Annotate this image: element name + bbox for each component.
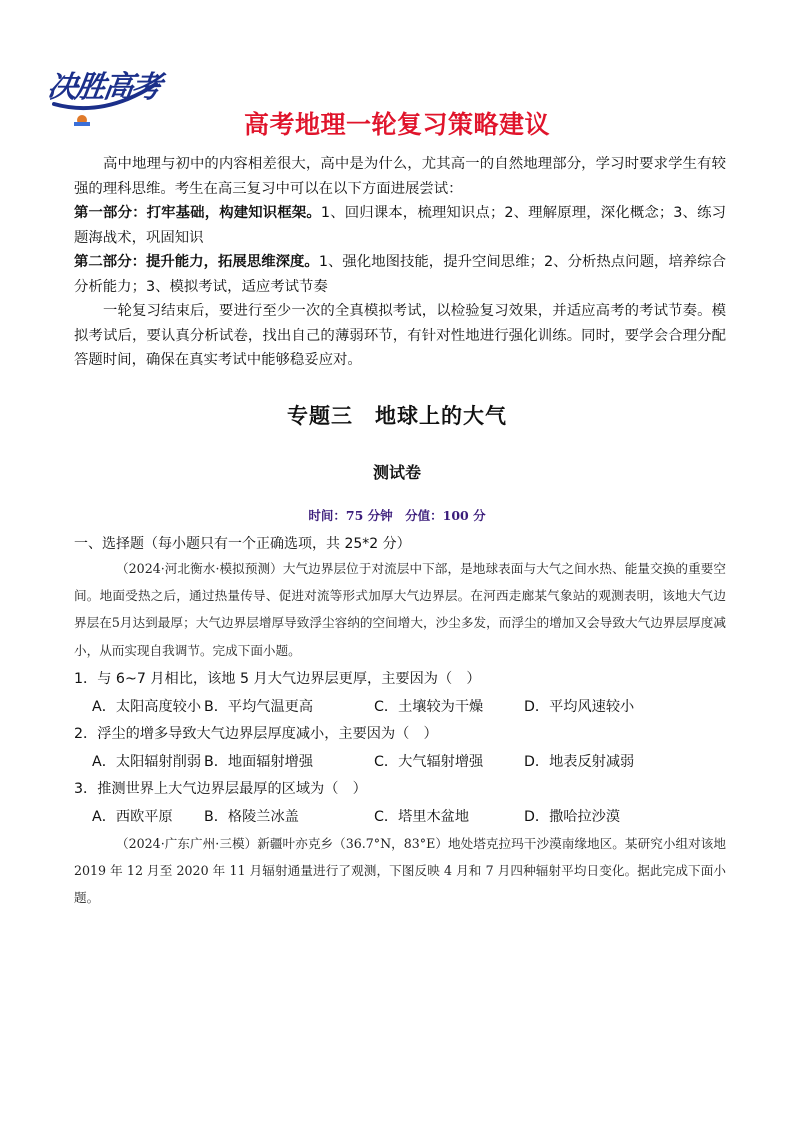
part2-paragraph	[74, 250, 726, 299]
question-1-options	[92, 696, 634, 716]
test-title: 测试卷	[372, 463, 421, 482]
option-c: C．土壤较为干燥	[374, 699, 484, 715]
option-a: A．太阳高度较小	[92, 699, 202, 715]
part2-label: 第二部分：提升能力，拓展思维深度。	[74, 254, 319, 270]
option-c: C．大气辐射增强	[374, 754, 484, 770]
material-1: （2024·河北衡水·模拟预测）大气边界层位于对流层中下部，是地球表面与大气之间水热、能量交换的重要空间。地面受热之后，通过热量传导、促进对流等形式加厚大气边界层。在河西走廊某气象站的观测表明，该地大气边界层在5月达到最厚；大气边界层增厚导致浮尘容纳的空间增大，沙尘多发，而浮尘的增加又会导致大气边界层厚度减小，从而实现自我调节。完成下面小题。	[74, 561, 726, 658]
intro-paragraph: 高中地理与初中的内容相差很大，高中是为什么，尤其高一的自然地理部分，学习时要求学生有较强的理科思维。考生在高三复习中可以在以下方面进展尝试：	[74, 156, 726, 197]
page-title: 高考地理一轮复习策略建议	[243, 110, 550, 139]
section-heading: 一、选择题（每小题只有一个正确选项，共 25*2 分）	[74, 536, 411, 552]
question-3-options	[92, 806, 620, 826]
option-b: B．格陵兰冰盖	[204, 809, 299, 825]
part1-text: 1、回归课本，梳理知识点；2、理解原理，深化概念；3、练习题海战术，巩固知识	[74, 205, 726, 246]
logo-text: 决胜高考	[45, 70, 162, 105]
option-b: B．地面辐射增强	[204, 754, 314, 770]
option-b: B．平均气温更高	[204, 699, 314, 715]
question-2-options	[92, 751, 634, 771]
material-2: （2024·广东广州·三模）新疆叶亦克乡（36.7°N，83°E）地处塔克拉玛干沙漠南缘地区。某研究小组对该地 2019 年 12 月至 2020 年 11 月辐射通量进行了观测，下图反映 4 月和 7 月四种辐射平均日变化。据此完成下面小题。	[74, 836, 726, 906]
option-a: A．西欧平原	[92, 809, 173, 825]
closing-paragraph: 一轮复习结束后，要进行至少一次的全真模拟考试，以检验复习效果，并适应高考的考试节奏。模拟考试后，要认真分析试卷，找出自己的薄弱环节，有针对性地进行强化训练。同时，要学会合理分配答题时间，确保在真实考试中能够稳妥应对。	[74, 303, 726, 368]
part1-label: 第一部分：打牢基础，构建知识框架。	[74, 205, 321, 221]
option-c: C．塔里木盆地	[374, 809, 470, 825]
option-a: A．太阳辐射削弱	[92, 754, 202, 770]
part2-text: 1、强化地图技能，提升空间思维；2、分析热点问题，培养综合分析能力；3、模拟考试，适应考试节奏	[74, 254, 726, 295]
option-d: D．地表反射减弱	[524, 754, 635, 770]
option-d: D．平均风速较小	[524, 699, 635, 715]
topic-title: 专题三 地球上的大气	[287, 404, 507, 428]
time-info: 时间：75 分钟 分值：100 分	[308, 508, 486, 523]
question-1-stem: 1．与 6~7 月相比，该地 5 月大气边界层更厚，主要因为（ ）	[74, 671, 481, 687]
part1-paragraph	[74, 201, 726, 250]
option-d: D．撒哈拉沙漠	[524, 809, 621, 825]
question-2-stem: 2．浮尘的增多导致大气边界层厚度减小，主要因为（ ）	[74, 726, 438, 742]
question-3-stem: 3．推测世界上大气边界层最厚的区域为（ ）	[74, 781, 367, 797]
